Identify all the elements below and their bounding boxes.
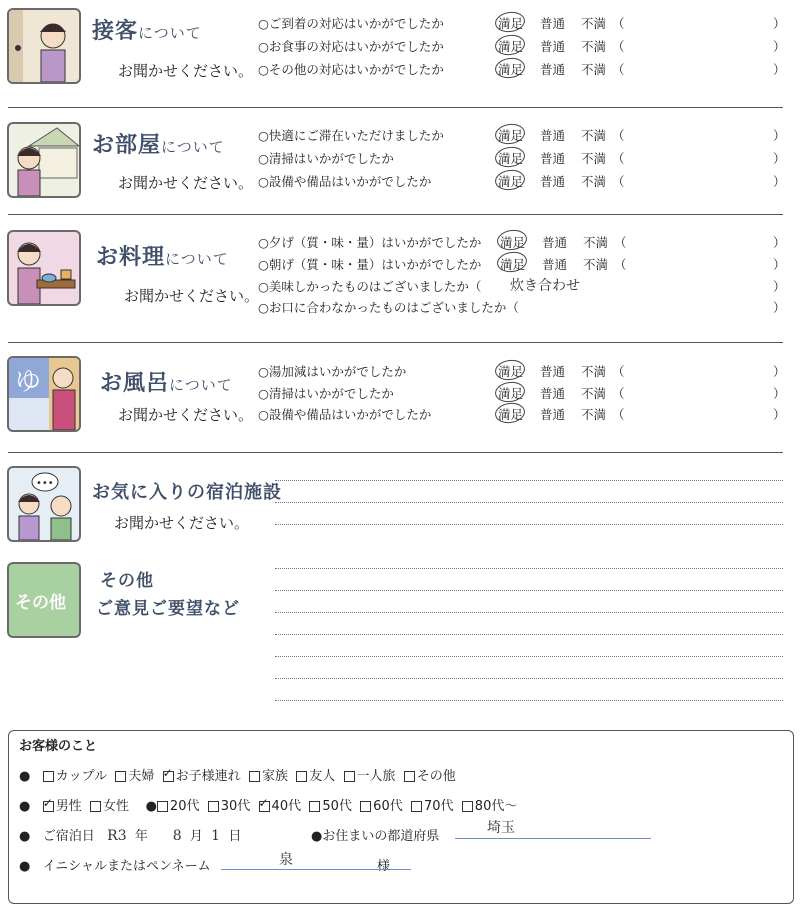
companion-option[interactable]: 夫婦 bbox=[115, 769, 154, 784]
bath-question-2: ○清掃はいかがでしたか bbox=[258, 386, 394, 401]
food-question-4: ○お口に合わなかったものはございましたか（ bbox=[258, 300, 519, 315]
comment-paren-close: ） bbox=[773, 62, 786, 77]
companion-option[interactable]: 友人 bbox=[296, 769, 335, 784]
customer-info-box bbox=[8, 730, 794, 904]
comment-paren-open: （ bbox=[612, 174, 625, 189]
rating-satisfied[interactable]: 満足 bbox=[498, 364, 524, 379]
service-illustration-icon bbox=[7, 8, 81, 84]
comment-paren-open: （ bbox=[612, 364, 625, 379]
comment-write-line[interactable] bbox=[275, 700, 783, 701]
rating-unsatisfied[interactable]: 不満 bbox=[581, 386, 607, 401]
food-illustration-icon bbox=[7, 230, 81, 306]
woman-serving-food-icon bbox=[9, 232, 79, 304]
food-question-3: ○美味しかったものはございましたか（ bbox=[258, 279, 482, 294]
initial-underline bbox=[221, 869, 411, 870]
rating-unsatisfied[interactable]: 不満 bbox=[583, 257, 609, 272]
comment-paren-close: ） bbox=[773, 174, 786, 189]
bath-illustration-icon bbox=[7, 356, 81, 432]
comment-paren-close: ） bbox=[773, 235, 786, 250]
comment-write-line[interactable] bbox=[275, 656, 783, 657]
food-question-2: ○朝げ（質・味・量）はいかがでしたか bbox=[258, 257, 482, 272]
companion-option-checked[interactable]: ✓ お子様連れ bbox=[162, 766, 241, 784]
room-illustration-icon bbox=[7, 122, 81, 198]
bullet-icon: ● bbox=[19, 829, 31, 844]
gender-option[interactable]: 女性 bbox=[90, 799, 129, 814]
service-title-suffix: について bbox=[138, 24, 202, 42]
food-heading bbox=[96, 240, 229, 271]
checkmark-icon: ✓ bbox=[258, 796, 269, 810]
favorite-write-line[interactable] bbox=[275, 502, 783, 503]
comment-write-line[interactable] bbox=[275, 612, 783, 613]
comment-paren-open: （ bbox=[614, 235, 627, 250]
checkmark-icon: ✓ bbox=[162, 766, 173, 780]
rating-average[interactable]: 普通 bbox=[540, 128, 566, 143]
rating-average[interactable]: 普通 bbox=[542, 235, 568, 250]
age-option[interactable]: 60代 bbox=[360, 799, 403, 814]
age-option[interactable]: 20代 bbox=[157, 799, 200, 814]
woman-in-room-icon bbox=[9, 124, 79, 196]
section-divider bbox=[8, 214, 783, 215]
gender-age-row bbox=[19, 795, 517, 814]
comment-write-line[interactable] bbox=[275, 568, 783, 569]
food-subtitle: お聞かせください。 bbox=[124, 287, 260, 305]
comment-paren-close: ） bbox=[773, 279, 786, 294]
rating-satisfied[interactable]: 満足 bbox=[498, 151, 524, 166]
rating-unsatisfied[interactable]: 不満 bbox=[581, 16, 607, 31]
companion-option[interactable]: カップル bbox=[43, 769, 107, 784]
comment-paren-open: （ bbox=[612, 407, 625, 422]
favorite-illustration-icon bbox=[7, 466, 81, 542]
rating-unsatisfied[interactable]: 不満 bbox=[581, 151, 607, 166]
svg-text:•••: ••• bbox=[36, 478, 54, 489]
rating-satisfied[interactable]: 満足 bbox=[498, 174, 524, 189]
rating-unsatisfied[interactable]: 不満 bbox=[581, 174, 607, 189]
rating-satisfied[interactable]: 満足 bbox=[498, 62, 524, 77]
initial-handwritten[interactable]: 泉 bbox=[279, 852, 293, 868]
companion-option[interactable]: 一人旅 bbox=[344, 769, 396, 784]
bullet-icon: ● bbox=[19, 859, 31, 874]
prefecture-underline bbox=[455, 838, 651, 839]
comment-paren-close: ） bbox=[773, 39, 786, 54]
room-heading bbox=[92, 128, 225, 159]
favorite-heading: お気に入りの宿泊施設 bbox=[92, 482, 282, 503]
gender-option-checked[interactable]: ✓ 男性 bbox=[42, 796, 82, 814]
bullet-icon: ● bbox=[19, 769, 31, 784]
year-label: 年 bbox=[134, 829, 148, 844]
stay-year-handwritten[interactable]: R3 bbox=[107, 828, 127, 844]
comment-write-line[interactable] bbox=[275, 678, 783, 679]
comment-paren-open: （ bbox=[612, 386, 625, 401]
bath-heading bbox=[100, 366, 233, 397]
honorific-label: 様 bbox=[377, 859, 391, 874]
service-title: 接客 bbox=[92, 19, 139, 44]
stay-month-handwritten[interactable]: 8 bbox=[172, 828, 182, 844]
rating-unsatisfied[interactable]: 不満 bbox=[581, 407, 607, 422]
service-question-3: ○その他の対応はいかがでしたか bbox=[258, 62, 444, 77]
comment-paren-open: （ bbox=[612, 128, 625, 143]
two-people-talking-icon bbox=[9, 468, 79, 540]
room-question-2: ○清掃はいかがでしたか bbox=[258, 151, 394, 166]
food-title: お料理 bbox=[96, 245, 166, 270]
woman-with-noren-icon bbox=[9, 358, 79, 430]
stay-date-label: ご宿泊日 bbox=[42, 829, 95, 844]
rating-average[interactable]: 普通 bbox=[540, 407, 566, 422]
bath-icon-text: ゆ bbox=[15, 367, 42, 397]
room-subtitle: お聞かせください。 bbox=[118, 174, 254, 192]
companion-option[interactable]: 家族 bbox=[249, 769, 288, 784]
age-option[interactable]: 50代 bbox=[309, 799, 352, 814]
stay-date-row bbox=[19, 825, 241, 844]
rating-average[interactable]: 普通 bbox=[540, 39, 566, 54]
comment-paren-close: ） bbox=[773, 151, 786, 166]
other-heading-line2: ご意見ご要望など bbox=[96, 599, 240, 619]
rating-unsatisfied[interactable]: 不満 bbox=[583, 235, 609, 250]
rating-average[interactable]: 普通 bbox=[540, 386, 566, 401]
rating-satisfied[interactable]: 満足 bbox=[498, 128, 524, 143]
favorite-write-line[interactable] bbox=[275, 524, 783, 525]
companion-row bbox=[19, 765, 456, 784]
rating-satisfied[interactable]: 満足 bbox=[500, 257, 526, 272]
food-question-1: ○夕げ（質・味・量）はいかがでしたか bbox=[258, 235, 482, 250]
service-subtitle: お聞かせください。 bbox=[118, 62, 254, 80]
checkmark-icon: ✓ bbox=[42, 796, 53, 810]
bath-question-1: ○湯加減はいかがでしたか bbox=[258, 364, 407, 379]
prefecture-label: ●お住まいの都道府県 bbox=[311, 829, 440, 844]
rating-average[interactable]: 普通 bbox=[540, 151, 566, 166]
bath-subtitle: お聞かせください。 bbox=[118, 406, 254, 424]
rating-satisfied[interactable]: 満足 bbox=[498, 386, 524, 401]
month-label: 月 bbox=[189, 829, 203, 844]
age-option-checked[interactable]: ✓ 40代 bbox=[258, 796, 302, 814]
rating-unsatisfied[interactable]: 不満 bbox=[581, 39, 607, 54]
rating-unsatisfied[interactable]: 不満 bbox=[581, 364, 607, 379]
bath-question-3: ○設備や備品はいかがでしたか bbox=[258, 407, 432, 422]
room-question-1: ○快適にご滞在いただけましたか bbox=[258, 128, 444, 143]
rating-unsatisfied[interactable]: 不満 bbox=[581, 62, 607, 77]
stay-day-handwritten[interactable]: 1 bbox=[211, 828, 221, 844]
bullet-icon: ● bbox=[145, 799, 157, 814]
service-heading bbox=[92, 14, 202, 45]
initial-row bbox=[19, 855, 211, 874]
comment-paren-close: ） bbox=[773, 407, 786, 422]
comment-paren-close: ） bbox=[773, 386, 786, 401]
comment-write-line[interactable] bbox=[275, 634, 783, 635]
service-question-2: ○お食事の対応はいかがでしたか bbox=[258, 39, 444, 54]
service-question-1: ○ご到着の対応はいかがでしたか bbox=[258, 16, 444, 31]
age-option[interactable]: 70代 bbox=[411, 799, 454, 814]
companion-option[interactable]: その他 bbox=[404, 769, 456, 784]
favorite-write-line[interactable] bbox=[275, 480, 783, 481]
rating-average[interactable]: 普通 bbox=[540, 174, 566, 189]
comment-paren-open: （ bbox=[612, 62, 625, 77]
room-question-3: ○設備や備品はいかがでしたか bbox=[258, 174, 432, 189]
age-option[interactable]: 80代～ bbox=[462, 799, 518, 814]
comment-paren-close: ） bbox=[773, 16, 786, 31]
rating-average[interactable]: 普通 bbox=[540, 364, 566, 379]
rating-satisfied[interactable]: 満足 bbox=[500, 235, 526, 250]
other-illustration-icon bbox=[7, 562, 81, 638]
comment-paren-open: （ bbox=[612, 39, 625, 54]
woman-in-doorway-icon bbox=[9, 10, 79, 82]
comment-paren-close: ） bbox=[773, 257, 786, 272]
customer-title: お客様のこと bbox=[19, 739, 98, 754]
food-title-suffix: について bbox=[165, 250, 229, 268]
rating-satisfied[interactable]: 満足 bbox=[498, 39, 524, 54]
rating-unsatisfied[interactable]: 不満 bbox=[581, 128, 607, 143]
comment-paren-open: （ bbox=[612, 151, 625, 166]
other-heading-line1: その他 bbox=[100, 571, 154, 591]
section-divider bbox=[8, 342, 783, 343]
comment-paren-open: （ bbox=[612, 16, 625, 31]
favorite-food-handwritten[interactable]: 炊き合わせ bbox=[510, 278, 580, 294]
comment-write-line[interactable] bbox=[275, 590, 783, 591]
rating-average[interactable]: 普通 bbox=[540, 16, 566, 31]
rating-average[interactable]: 普通 bbox=[542, 257, 568, 272]
room-title: お部屋 bbox=[92, 133, 162, 158]
comment-paren-close: ） bbox=[773, 300, 786, 315]
comment-paren-close: ） bbox=[773, 364, 786, 379]
age-option[interactable]: 30代 bbox=[208, 799, 251, 814]
bullet-icon: ● bbox=[19, 799, 31, 814]
comment-paren-open: （ bbox=[614, 257, 627, 272]
comment-paren-close: ） bbox=[773, 128, 786, 143]
rating-average[interactable]: 普通 bbox=[540, 62, 566, 77]
favorite-subtitle: お聞かせください。 bbox=[114, 514, 250, 532]
room-title-suffix: について bbox=[161, 138, 225, 156]
bath-title: お風呂 bbox=[100, 371, 170, 396]
initial-label: イニシャルまたはペンネーム bbox=[42, 859, 211, 874]
bath-title-suffix: について bbox=[169, 376, 233, 394]
day-label: 日 bbox=[228, 829, 242, 844]
rating-satisfied[interactable]: 満足 bbox=[498, 16, 524, 31]
other-icon-label: その他 bbox=[15, 593, 66, 613]
section-divider bbox=[8, 107, 783, 108]
section-divider bbox=[8, 452, 783, 453]
rating-satisfied[interactable]: 満足 bbox=[498, 407, 524, 422]
prefecture-handwritten[interactable]: 埼玉 bbox=[487, 820, 515, 836]
